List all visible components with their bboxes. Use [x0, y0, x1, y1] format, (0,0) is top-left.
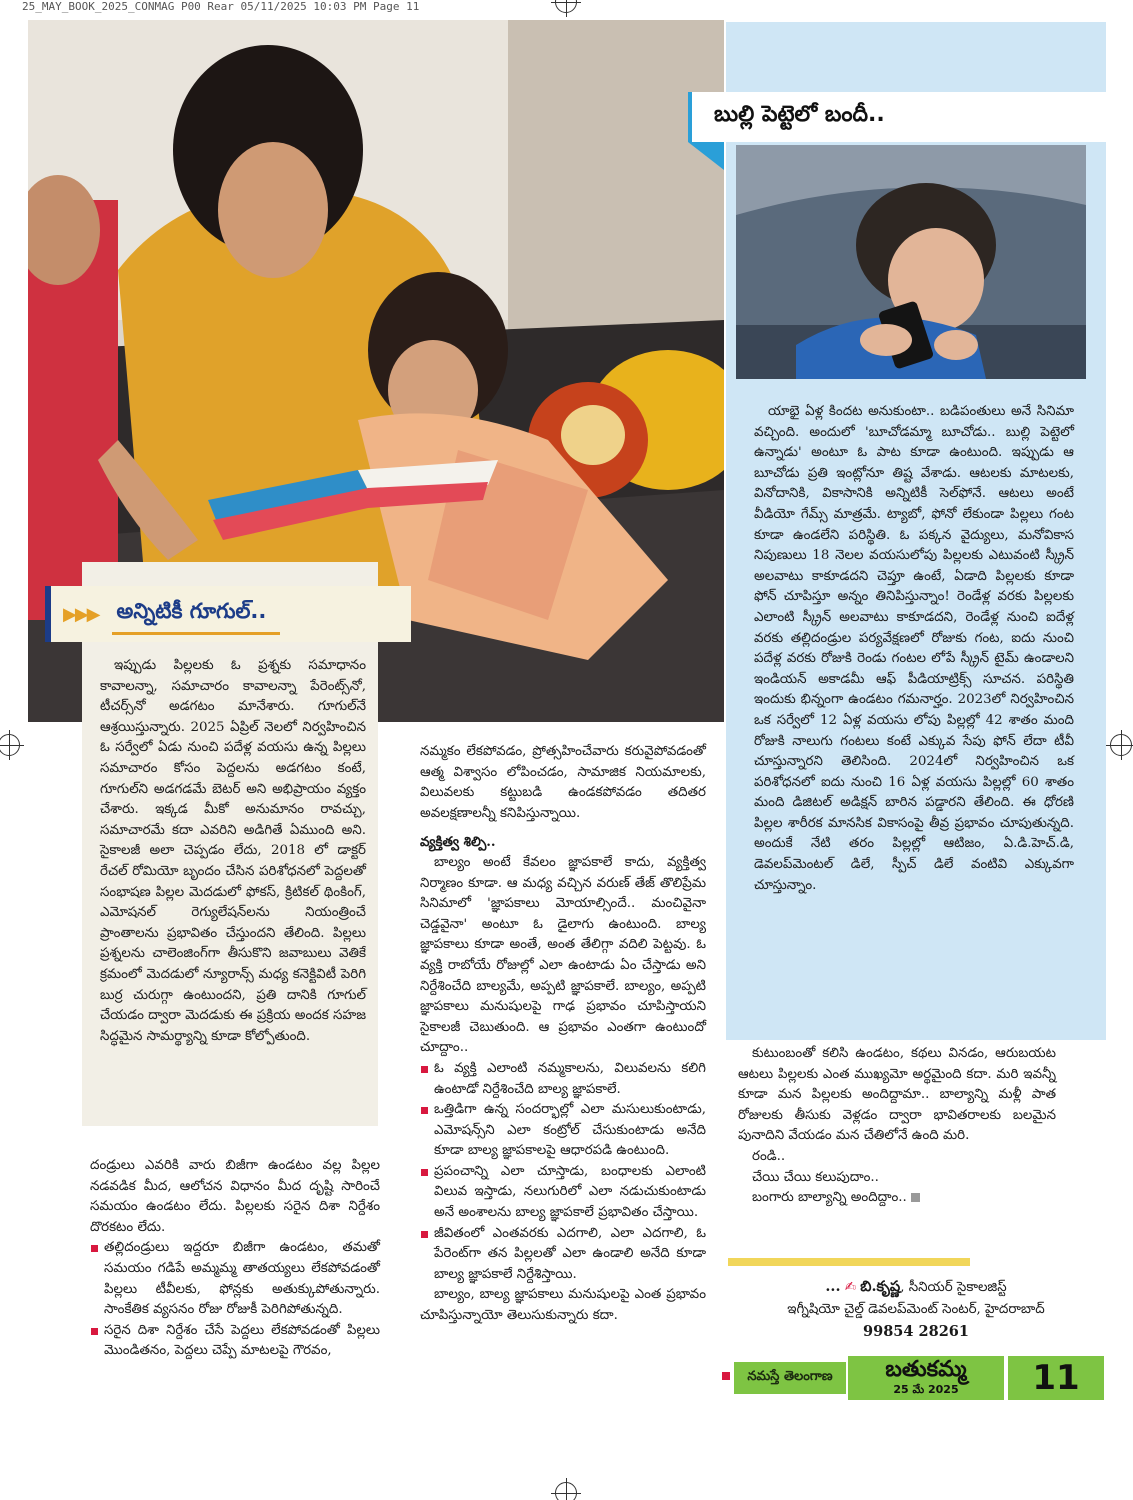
column1-lower-paragraph: దండ్రులు ఎవరికి వారు బిజీగా ఉండటం వల్ల పిల్లల నడవడిక మీద, ఆలోచన విధానం మీద దృష్టి సారించే సమయం ఉండటం లేదు. పిల్లలకు సరైన దిశా నిర్దేశం దొరకటం లేదు.: [90, 1158, 380, 1235]
pen-icon: ✍: [844, 1280, 856, 1295]
author-organization: ఇగ్నీషియో చైల్డ్ డెవలప్‌మెంట్ సెంటర్, హైదరాబాద్: [787, 1302, 1045, 1317]
column3-closing-paragraph: కుటుంబంతో కలిసి ఉండటం, కథలు వినడం, ఆరుబయట ఆటలు పిల్లలకు ఎంత ముఖ్యమో అర్థమైంది కదా. మరి ఇవన్నీ కూడా మన పిల్లలకు అందిద్దామా.. బాల్యాన్ని మళ్లీ పాత రోజులకు తీసుకు వెళ్లడం ద్వారా భావితరాలకు బలమైన పునాదిని వేయడం మన చేతిలోనే ఉంది మరి.: [738, 1046, 1056, 1144]
google-section-text: [100, 656, 366, 1047]
call-line-3: [738, 1188, 1056, 1209]
list-item: తల్లిదండ్రులు ఇద్దరూ బిజీగా ఉండటం, తమతో సమయం గడిపే అమ్మమ్మ తాతయ్యలు లేకపోవడంతో పిల్లలు టీవీలకు, ఫోన్లకు అతుక్కుపోతున్నారు. సాంకేతిక వ్యసనం రోజు రోజుకీ పెరిగిపోతున్నది.: [90, 1238, 380, 1320]
footer-square-icon: [722, 1372, 730, 1380]
print-slug: 25_MAY_BOOK_2025_CONMAG P00 Rear 05/11/2025 10:03 PM Page 11: [22, 0, 420, 13]
column2-intro: నమ్మకం లేకపోవడం, ప్రోత్సహించేవారు కరువైపోవడంతో ఆత్మ విశ్వాసం లోపించడం, సామాజిక నియమాలకు, విలువలకు కట్టుబడి ఉండకపోవడం తదితర అవలక్షణాలన్నీ కనిపిస్తున్నాయి.: [420, 744, 706, 821]
column3-lower-text: [738, 1044, 1056, 1209]
kid-with-phone-photo: [736, 145, 1086, 379]
right-column-text: [754, 402, 1074, 896]
author-phone: 99854 28261: [863, 1323, 969, 1340]
personality-paragraph: బాల్యం అంటే కేవలం జ్ఞాపకాలే కాదు, వ్యక్తిత్వ నిర్మాణం కూడా. ఆ మధ్య వచ్చిన వరుణ్ తేజ్ తొలిప్రేమ సినిమాలో 'జ్ఞాపకాలు మోయాల్సిందే.. మంచివైనా చెడ్డవైనా' అంటూ ఓ డైలాగు ఉంటుంది. బాల్య జ్ఞాపకాలు కూడా అంతే, అంత తేలిగ్గా వదిలి పెట్టవు. ఓ వ్యక్తి రాబోయే రోజుల్లో ఎలా ఉంటాడు ఏం చేస్తాడు అని నిర్దేశించేది బాల్యమే, అప్పటి జ్ఞాపకాలే. బాల్యం, అప్పటి జ్ఞాపకాలు మనుషులపై గాఢ ప్రభావం చూపిస్తాయని సైకాలజీ చెబుతుంది. ఆ ప్రభావం ఎంతగా ఉంటుందో చూద్దాం..: [420, 854, 706, 1056]
call-line-3-text: బంగారు బాల్యాన్ని అందిద్దాం..: [752, 1190, 907, 1206]
list-item: ప్రపంచాన్ని ఎలా చూస్తాడు, బంధాలకు ఎలాంటి విలువ ఇస్తాడు, నలుగురిలో ఎలా నడుచుకుంటాడు అనే అంశాలను బాల్య జ్ఞాపకాలే ప్రభావితం చేస్తాయి.: [420, 1162, 706, 1224]
list-item: ఓ వ్యక్తి ఎలాంటి నమ్మకాలను, విలువలను కలిగి ఉంటాడో నిర్దేశించేది బాల్య జ్ఞాపకాలే.: [420, 1059, 706, 1100]
banner-corner-triangle: [688, 142, 724, 170]
author-signature: [726, 1276, 1106, 1343]
author-name: బి.కృష్ణ: [860, 1278, 901, 1295]
triple-chevron-icon: ▶▶▶: [63, 603, 99, 625]
google-section-heading: అన్నిటికీ గూగుల్..: [116, 599, 267, 623]
magazine-label: [848, 1356, 1004, 1400]
page-footer: [722, 1356, 1104, 1400]
page-number: 11: [1008, 1356, 1104, 1400]
memories-bullet-list: [420, 1059, 706, 1286]
screen-addiction-paragraph: యాభై ఏళ్ల కిందట అనుకుంటా.. బడిపంతులు అనే సినిమా వచ్చింది. అందులో 'బూచోడమ్మా బూచోడు.. బుల్లి పెట్టెలో ఉన్నాడు' అంటూ ఓ పాట కూడా ఉంటుంది. ఇప్పుడు ఆ బూచోడు ప్రతి ఇంట్లోనూ తిష్ట వేశాడు. ఆటలకు మాటలకు, వినోదానికి, వికాసానికి అన్నిటికీ సెల్‌ఫోనే. ఆటలు అంటే వీడియో గేమ్స్ మాత్రమే. ట్యాబో, ఫోనో లేకుండా పిల్లలు గంట కూడా ఉండలేని పరిస్థితి. ఓ పక్కన వైద్యులు, మనోవికాస నిపుణులు 18 నెలల వయసులోపు పిల్లలకు ఎటువంటి స్క్రీన్ అలవాటు కాకూడదని చెప్తూ ఉంటే, ఏడాది పిల్లలకు కూడా ఫోన్ చూపిస్తూ అన్నం తినిపిస్తున్నాం! రెండేళ్ల వరకు పిల్లలకు ఎలాంటి స్క్రీన్ అలవాటు కాకూడదని, రెండేళ్ల నుంచి ఐదేళ్ల వరకు తల్లిదండ్రుల పర్యవేక్షణలో రోజుకు గంట, ఐదు నుంచి పదేళ్ల వరకు రోజుకి రెండు గంటల లోపే స్క్రీన్ టైమ్ ఉండాలని ఇండియన్ అకాడమీ ఆఫ్ పీడియాట్రిక్స్ సూచన. పరిస్థితి ఇందుకు భిన్నంగా ఉండటం గమనార్హం. 2023లో నిర్వహించిన ఒక సర్వేలో 12 ఏళ్ల వయసు లోపు పిల్లల్లో 42 శాతం మంది రోజుకి నాలుగు గంటలు కంటే ఎక్కువ సేపు ఫోన్ లేదా టీవీ చూస్తున్నారని తెలిసింది. 2024లో నిర్వహించిన ఒక పరిశోధనలో ఐదు నుంచి 16 ఏళ్ల వయసు పిల్లల్లో 60 శాతం మంది డిజిటల్ అడిక్షన్ బారిన పడ్డారని తేలింది. ఈ ధోరణి పిల్లల శారీరక మానసిక వికాసంపై తీవ్ర ప్రభావం చూపుతున్నది. అందుకే నేటి తరం పిల్లల్లో ఆటిజం, ఏ.డి.హెచ్.డి, డెవలప్‌మెంటల్ డిలే, స్పీచ్ డిలే వంటివి ఎక్కువగా చూస్తున్నాం.: [754, 404, 1074, 893]
end-mark-icon: [911, 1193, 920, 1202]
google-paragraph: ఇప్పుడు పిల్లలకు ఓ ప్రశ్నకు సమాధానం కావాలన్నా, సమాచారం కావాలన్నా పేరెంట్స్‌నో, టీచర్స్‌నో అడగటం మానేశారు. గూగుల్‌నే ఆశ్రయిస్తున్నారు. 2025 ఏప్రిల్ నెలలో నిర్వహించిన ఓ సర్వేలో ఏడు నుంచి పదేళ్ల వయసు ఉన్న పిల్లలు సమాచారం కోసం పెద్దలను అడగటం కంటే, గూగుల్‌ని అడగడమే బెటర్ అని అభిప్రాయం వ్యక్తం చేశారు. ఇక్కడ మీకో అనుమానం రావచ్చు, సమాచారమే కదా ఎవరిని అడిగితే ఏముంది అని. సైకాలజీ అలా చెప్పడం లేదు, 2018 లో డాక్టర్ రేచల్ రోమియో బృందం చేసిన పరిశోధనలో పెద్దలతో సంభాషణ పిల్లల మెదడులో ఫోకస్, క్రిటికల్ థింకింగ్, ఎమోషనల్ రెగ్యులేషన్‌లను నియంత్రించే ప్రాంతాలను ప్రభావితం చేస్తుందని తేలింది. పిల్లలు ప్రశ్నలను చాలెంజింగ్‌గా తీసుకొని జవాబులు వెతికే క్రమంలో మెదడులో న్యూరాన్స్ మధ్య కనెక్టివిటీ పెరిగి బుర్ర చురుగ్గా ఉంటుందని, ప్రతి దానికి గూగుల్ చేయడం ద్వారా మెదడుకు ఈ ప్రక్రియ అందక సహజ సిద్ధమైన సామర్థ్యాన్ని కూడా కోల్పోతుంది.: [100, 658, 366, 1044]
publication-name: నమస్తే తెలంగాణ: [734, 1362, 846, 1394]
list-item: జీవితంలో ఎంతవరకు ఎదగాలి, ఎలా ఎదగాలి, ఓ పేరెంట్‌గా తన పిల్లలతో ఎలా ఉండాలి అనేది కూడా బాల్య జ్ఞాపకాలే నిర్దేశిస్తాయి.: [420, 1224, 706, 1286]
list-item: సరైన దిశా నిర్దేశం చేసే పెద్దలు లేకపోవడంతో పిల్లలు మొండితనం, పెద్దలు చెప్పే మాటలపై గౌరవం,: [90, 1321, 380, 1362]
author-title: , సీనియర్ సైకాలజిస్ట్: [900, 1280, 1007, 1295]
issue-date: 25 మే 2025: [893, 1383, 959, 1396]
list-item: ఒత్తిడిగా ఉన్న సందర్భాల్లో ఎలా మసులుకుంటాడు, ఎమోషన్స్‌ని ఎలా కంట్రోల్ చేసుకుంటాడు అనేది కూడా బాల్య జ్ఞాపకాలపై ఆధారపడి ఉంటుంది.: [420, 1100, 706, 1162]
column1-lower-text: [90, 1156, 380, 1362]
personality-subheading: వ్యక్తిత్వ శిల్పి..: [420, 834, 496, 851]
column1-bullet-list: [90, 1238, 380, 1362]
call-line-1: రండి..: [752, 1148, 786, 1164]
heading-underline: [112, 632, 280, 635]
signature-prefix: ...: [825, 1278, 841, 1295]
author-line: [726, 1276, 1106, 1299]
right-section-heading: బుల్లి పెట్టెలో బందీ..: [688, 92, 1106, 142]
magazine-name: బతుకమ్మ: [885, 1357, 967, 1382]
signature-highlight-bar: [728, 1258, 970, 1266]
column2-closing: బాల్యం, బాల్య జ్ఞాపకాలు మనుషులపై ఎంత ప్రభావం చూపిస్తున్నాయో తెలుసుకున్నారు కదా.: [420, 1287, 706, 1324]
registration-mark-right: [1110, 734, 1132, 756]
call-line-2: చేయి చేయి కలుపుదాం..: [752, 1169, 879, 1185]
registration-mark-left: [0, 734, 20, 756]
column2-text: [420, 742, 706, 1327]
registration-mark-bottom: [555, 1482, 577, 1500]
